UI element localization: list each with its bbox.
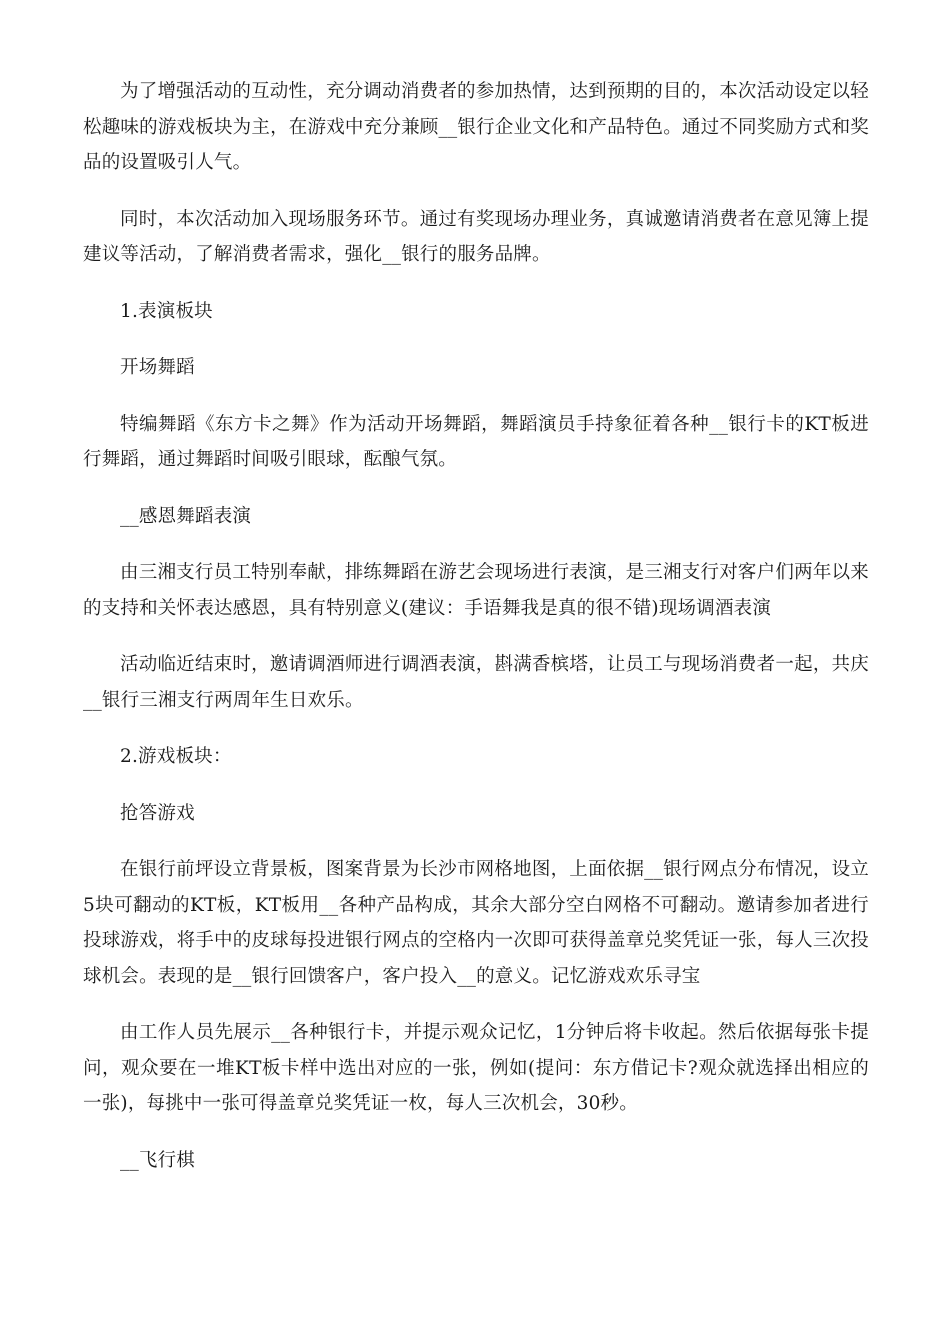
subheading-opening-dance: 开场舞蹈 — [120, 357, 195, 378]
document-body — [83, 74, 869, 1199]
paragraph-quiz-game: 在银行前坪设立背景板，图案背景为长沙市网格地图，上面依据__银行网点分布情况，设立5块可翻动的KT板，KT板用__各种产品构成，其余大部分空白网格不可翻动。邀请参加者进行投球游戏，将手中的皮球每投进银行网点的空格内一次即可获得盖章兑奖凭证一张，每人三次投球机会。表现的是__银行回馈客户，客户投入__的意义。记忆游戏欢乐寻宝 — [83, 859, 869, 987]
paragraph-thanks-dance: 由三湘支行员工特别奉献，排练舞蹈在游艺会现场进行表演，是三湘支行对客户们两年以来的支持和关怀表达感恩，具有特别意义(建议：手语舞我是真的很不错)现场调酒表演 — [83, 562, 869, 619]
paragraph-opening-dance: 特编舞蹈《东方卡之舞》作为活动开场舞蹈，舞蹈演员手持象征着各种__银行卡的KT板进行舞蹈，通过舞蹈时间吸引眼球，酝酿气氛。 — [83, 413, 869, 470]
paragraph-bartender: 活动临近结束时，邀请调酒师进行调酒表演，斟满香槟塔，让员工与现场消费者一起，共庆__银行三湘支行两周年生日欢乐。 — [83, 654, 869, 711]
paragraph-intro-service: 同时，本次活动加入现场服务环节。通过有奖现场办理业务，真诚邀请消费者在意见簿上提建议等活动，了解消费者需求，强化__银行的服务品牌。 — [83, 208, 869, 265]
paragraph-memory-game: 由工作人员先展示__各种银行卡，并提示观众记忆，1分钟后将卡收起。然后依据每张卡提问，观众要在一堆KT板卡样中选出对应的一张，例如(提问：东方借记卡?观众就选择出相应的一张)，每挑中一张可得盖章兑奖凭证一枚，每人三次机会，30秒。 — [83, 1022, 869, 1114]
section-heading-performance: 1.表演板块 — [120, 300, 213, 322]
subheading-flight-chess: __飞行棋 — [120, 1149, 196, 1171]
paragraph-intro-interactivity: 为了增强活动的互动性，充分调动消费者的参加热情，达到预期的目的，本次活动设定以轻松趣味的游戏板块为主，在游戏中充分兼顾__银行企业文化和产品特色。通过不同奖励方式和奖品的设置吸引人气。 — [83, 81, 869, 173]
subheading-thanks-dance: __感恩舞蹈表演 — [120, 505, 252, 527]
section-heading-games: 2.游戏板块： — [120, 746, 232, 767]
subheading-quiz-game: 抢答游戏 — [120, 802, 195, 824]
